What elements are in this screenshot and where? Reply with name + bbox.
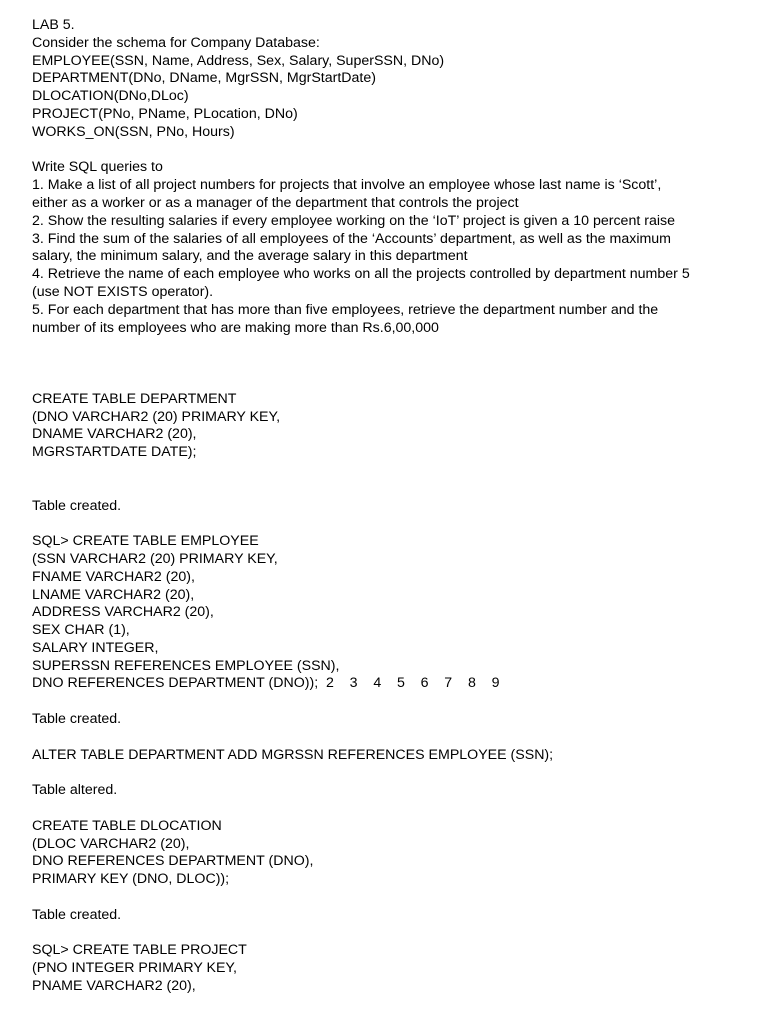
spacer xyxy=(32,373,742,391)
sql-code-line: CREATE TABLE DLOCATION xyxy=(32,817,222,834)
sql-result: Table created. xyxy=(32,711,122,728)
spacer xyxy=(32,337,742,355)
sql-code-line: SEX CHAR (1), xyxy=(32,622,130,639)
spacer xyxy=(32,355,742,373)
schema-line: PROJECT(PNo, PName, PLocation, DNo) xyxy=(32,105,298,122)
schema-line: WORKS_ON(SSN, PNo, Hours) xyxy=(32,123,235,140)
spacer xyxy=(32,462,742,480)
spacer xyxy=(32,729,742,747)
sql-code-line: (PNO INTEGER PRIMARY KEY, xyxy=(32,960,237,977)
spacer xyxy=(32,800,742,818)
queries-intro: Write SQL queries to xyxy=(32,159,163,176)
sql-code-line: (SSN VARCHAR2 (20) PRIMARY KEY, xyxy=(32,550,278,567)
sql-code-line: MGRSTARTDATE DATE); xyxy=(32,444,197,461)
sql-code-line: PRIMARY KEY (DNO, DLOC)); xyxy=(32,871,230,888)
sql-result: Table created. xyxy=(32,497,122,514)
sql-code-line: CREATE TABLE DEPARTMENT xyxy=(32,390,237,407)
sql-code-line: SQL> CREATE TABLE EMPLOYEE xyxy=(32,533,259,550)
sql-code-line: SUPERSSN REFERENCES EMPLOYEE (SSN), xyxy=(32,657,340,674)
query-line: (use NOT EXISTS operator). xyxy=(32,283,214,300)
query-line: 1. Make a list of all project numbers for projects that involve an employee whose last name is ‘Scott’, xyxy=(32,177,662,194)
query-line: either as a worker or as a manager of the department that controls the project xyxy=(32,194,519,211)
sql-code-line: ADDRESS VARCHAR2 (20), xyxy=(32,604,214,621)
spacer xyxy=(32,693,742,711)
sql-code-line: PNAME VARCHAR2 (20), xyxy=(32,978,196,995)
sql-code-line: SQL> CREATE TABLE PROJECT xyxy=(32,942,247,959)
sql-code-line: FNAME VARCHAR2 (20), xyxy=(32,568,195,585)
spacer xyxy=(32,142,742,160)
schema-line: DEPARTMENT(DNo, DName, MgrSSN, MgrStartDate) xyxy=(32,70,376,87)
sql-code-line: LNAME VARCHAR2 (20), xyxy=(32,586,195,603)
query-line: 5. For each department that has more than five employees, retrieve the department number and the xyxy=(32,301,659,318)
lab-title: LAB 5. xyxy=(32,17,75,33)
spacer xyxy=(32,925,742,943)
query-line: 4. Retrieve the name of each employee who works on all the projects controlled by department number 5 xyxy=(32,266,690,283)
query-line: salary, the minimum salary, and the average salary in this department xyxy=(32,248,468,265)
sql-code-line: DNAME VARCHAR2 (20), xyxy=(32,426,197,443)
spacer xyxy=(32,515,742,533)
sql-code-line: (DLOC VARCHAR2 (20), xyxy=(32,835,190,852)
query-line: 3. Find the sum of the salaries of all employees of the ‘Accounts’ department, as well as the maximum xyxy=(32,230,671,247)
query-line: 2. Show the resulting salaries if every employee working on the ‘IoT’ project is given a 10 percent raise xyxy=(32,212,675,229)
sql-result: Table altered. xyxy=(32,782,118,799)
schema-line: DLOCATION(DNo,DLoc) xyxy=(32,88,189,105)
sql-code-line: (DNO VARCHAR2 (20) PRIMARY KEY, xyxy=(32,408,281,425)
sql-result: Table created. xyxy=(32,906,122,923)
sql-code-line: ALTER TABLE DEPARTMENT ADD MGRSSN REFERENCES EMPLOYEE (SSN); xyxy=(32,746,554,763)
sql-code-line: SALARY INTEGER, xyxy=(32,639,159,656)
sql-code-line: DNO REFERENCES DEPARTMENT (DNO), xyxy=(32,853,314,870)
spacer xyxy=(32,889,742,907)
document-page xyxy=(32,17,742,996)
query-line: number of its employees who are making more than Rs.6,00,000 xyxy=(32,319,439,336)
schema-line: EMPLOYEE(SSN, Name, Address, Sex, Salary, SuperSSN, DNo) xyxy=(32,52,445,69)
spacer xyxy=(32,764,742,782)
schema-intro: Consider the schema for Company Database: xyxy=(32,34,320,51)
spacer xyxy=(32,480,742,498)
sql-code-line: DNO REFERENCES DEPARTMENT (DNO)); 2 3 4 5 6 7 8 9 xyxy=(32,675,500,692)
